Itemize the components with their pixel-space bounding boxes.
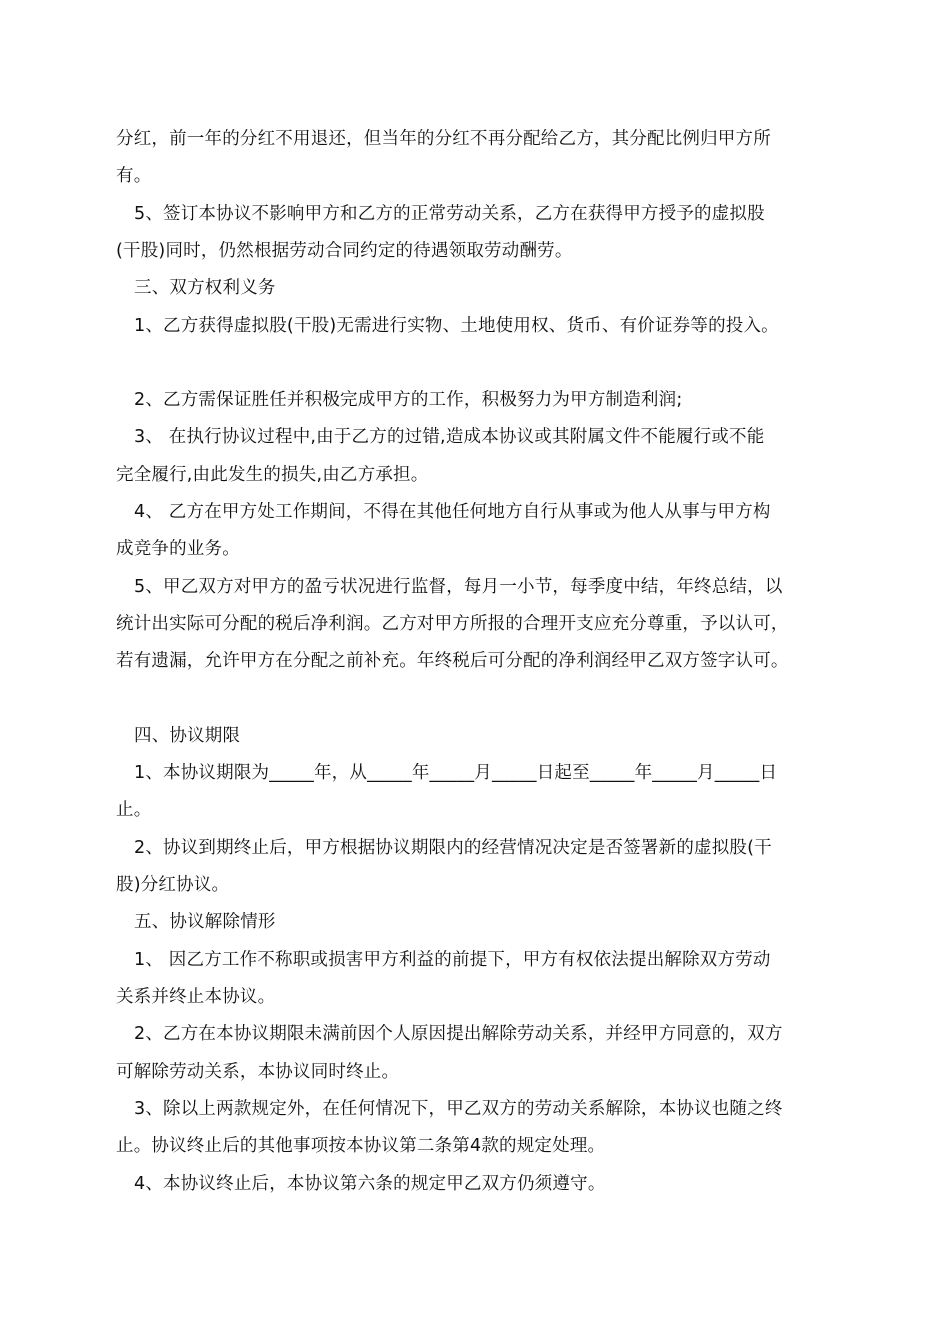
text-line: 3、除以上两款规定外，在任何情况下，甲乙双方的劳动关系解除，本协议也随之终 <box>134 1099 783 1119</box>
section-heading: 四、协议期限 <box>134 726 241 746</box>
text-line: (干股)同时，仍然根据劳动合同约定的待遇领取劳动酬劳。 <box>116 241 573 261</box>
text-line: 5、甲乙双方对甲方的盈亏状况进行监督，每月一小节，每季度中结，年终总结，以 <box>134 577 783 597</box>
text-line: 4、本协议终止后，本协议第六条的规定甲乙双方仍须遵守。 <box>134 1174 606 1194</box>
section-heading: 五、协议解除情形 <box>134 912 276 932</box>
text-line: 有。 <box>116 166 152 186</box>
text-line: 止。协议终止后的其他事项按本协议第二条第4款的规定处理。 <box>116 1136 606 1156</box>
text-line: 可解除劳动关系，本协议同时终止。 <box>116 1062 400 1082</box>
text-line: 3、 在执行协议过程中,由于乙方的过错,造成本协议或其附属文件不能履行或不能 <box>134 427 765 447</box>
text-line: 1、乙方获得虚拟股(干股)无需进行实物、土地使用权、货币、有价证券等的投入。 <box>134 316 779 336</box>
text-line: 2、乙方在本协议期限未满前因个人原因提出解除劳动关系，并经甲方同意的，双方 <box>134 1024 783 1044</box>
text-line: 统计出实际可分配的税后净利润。乙方对甲方所报的合理开支应充分尊重，予以认可， <box>116 614 789 634</box>
text-line: 5、签订本协议不影响甲方和乙方的正常劳动关系，乙方在获得甲方授予的虚拟股 <box>134 204 765 224</box>
text-line: 完全履行,由此发生的损失,由乙方承担。 <box>116 465 429 485</box>
text-line: 若有遗漏，允许甲方在分配之前补充。年终税后可分配的净利润经甲乙双方签字认可。 <box>116 651 789 671</box>
text-line: 1、本协议期限为_____年，从_____年_____月_____日起至_____年_____月_____日 <box>134 763 778 783</box>
text-line: 2、乙方需保证胜任并积极完成甲方的工作，积极努力为甲方制造利润; <box>134 390 683 410</box>
text-line: 止。 <box>116 800 152 820</box>
text-line: 1、 因乙方工作不称职或损害甲方利益的前提下，甲方有权依法提出解除双方劳动 <box>134 950 771 970</box>
section-heading: 三、双方权利义务 <box>134 278 276 298</box>
text-line: 成竞争的业务。 <box>116 539 240 559</box>
text-line: 股)分红协议。 <box>116 875 230 895</box>
text-line: 4、 乙方在甲方处工作期间，不得在其他任何地方自行从事或为他人从事与甲方构 <box>134 502 771 522</box>
text-line: 分红，前一年的分红不用退还，但当年的分红不再分配给乙方，其分配比例归甲方所 <box>116 129 771 149</box>
text-line: 关系并终止本协议。 <box>116 987 276 1007</box>
text-line: 2、协议到期终止后，甲方根据协议期限内的经营情况决定是否签署新的虚拟股(干 <box>134 838 772 858</box>
